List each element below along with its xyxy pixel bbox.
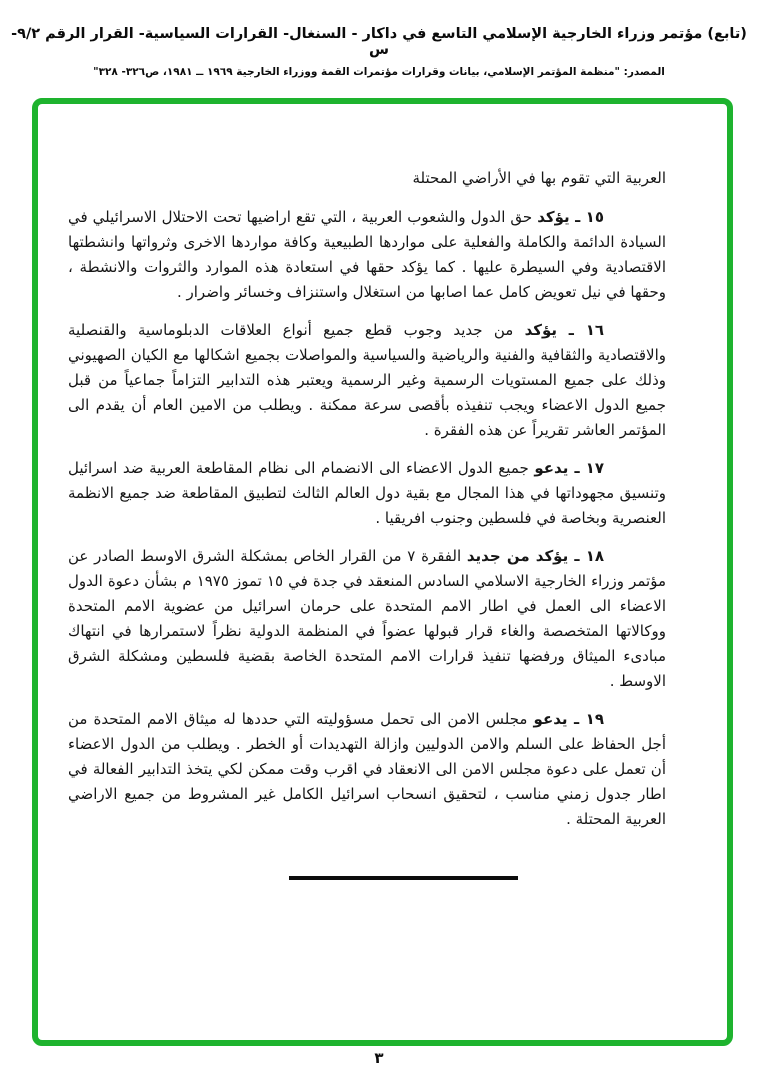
paragraph-16	[68, 318, 666, 443]
paragraph-19	[68, 707, 666, 832]
page-number: ٣	[374, 1049, 384, 1067]
paragraph-19-lead: ١٩ ـ يدعو	[533, 710, 604, 728]
continuation-line: العربية التي تقوم بها في الأراضي المحتلة	[412, 169, 666, 187]
source-citation: المصدر: "منظمة المؤتمر الإسلامي، بيانات وقرارات مؤتمرات القمة ووزراء الخارجية ١٩٦٩ ــ ١٩٨١، ص٣٢٦- ٣٢٨"	[93, 66, 665, 78]
paragraph-15-lead: ١٥ ـ يؤكد	[537, 208, 604, 226]
paragraph-15	[68, 205, 666, 305]
page-header	[0, 26, 758, 78]
divider-line	[289, 876, 518, 880]
paragraph-18	[68, 544, 666, 694]
paragraph-17	[68, 456, 666, 531]
paragraph-18-lead: ١٨ ـ يؤكد من جديد	[466, 547, 604, 565]
document-title: (تابع) مؤتمر وزراء الخارجية الإسلامي التاسع في داكار - السنغال- القرارات السياسية- القرار الرقم ٩/٢- س	[11, 26, 747, 58]
paragraph-17-lead: ١٧ ـ يدعو	[534, 459, 604, 477]
green-border-frame	[32, 98, 733, 1046]
paragraph-17-text: جميع الدول الاعضاء الى الانضمام الى نظام المقاطعة العربية ضد اسرائيل وتنسيق مجهوداتها في هذا المجال مع بقية دول العالم الثالث لتطبيق المقاطعة ضد جميع الانظمة العنصرية وبخاصة في فلسطين وجنوب افريقيا .	[68, 459, 666, 527]
paragraph-19-text: مجلس الامن الى تحمل مسؤوليته التي حددها له ميثاق الامم المتحدة من أجل الحفاظ على السلم والامن الدوليين وازالة التهديدات أو الخطر . ويطلب من الدول الاعضاء أن تعمل على دعوة مجلس الامن الى الانعقاد في اقرب وقت ممكن لكي يتخذ التدابير الفعالة في اطار جدول زمني مناسب ، لتحقيق انسحاب اسرائيل الكامل غير المشروط من جميع الاراضي العربية المحتلة .	[68, 710, 666, 828]
paragraph-15-text: حق الدول والشعوب العربية ، التي تقع اراضيها تحت الاحتلال الاسرائيلي في السيادة الدائمة والكاملة والفعلية على مواردها الطبيعية وكافة مواردها الاخرى وثرواتها وانشطتها الاقتصادية وفي السيطرة عليها . كما يؤكد حقها في استعادة هذه الموارد والثروات والانشطة ، وحقها في نيل تعويض كامل عما اصابها من استغلال واستنزاف وخسائر واضرار .	[68, 208, 666, 301]
paragraph-16-lead: ١٦ ـ يؤكد	[524, 321, 604, 339]
paragraph-18-text: الفقرة ٧ من القرار الخاص بمشكلة الشرق الاوسط الصادر عن مؤتمر وزراء الخارجية الاسلامي السادس المنعقد في جدة في ١٥ تموز ١٩٧٥ م بشأن دعوة الدول الاعضاء الى العمل في اطار الامم المتحدة على حرمان اسرائيل من عضوية الامم المتحدة ووكالاتها المتخصصة والغاء قرار قبولها عضواً في المنظمة الدولية نظراً لاستمرارها في انتهاك مبادىء الميثاق ورفضها تنفيذ قرارات الامم المتحدة الخاصة بقضية فلسطين ومشكلة الشرق الاوسط .	[68, 547, 666, 690]
paragraph-16-text: من جديد وجوب قطع جميع أنواع العلاقات الدبلوماسية والقنصلية والاقتصادية والثقافية والفنية والرياضية والسياسية والمواصلات بجميع اشكالها مع الكيان الصهيوني وذلك على جميع المستويات الرسمية وغير الرسمية ويعتبر هذه التدابير التزاماً جماعياً من قبل جميع الدول الاعضاء ويجب تنفيذه بأقصى سرعة ممكنة . ويطلب من الامين العام أن يقدم الى المؤتمر العاشر تقريراً عن هذه الفقرة .	[68, 321, 666, 439]
document-body	[68, 166, 666, 880]
